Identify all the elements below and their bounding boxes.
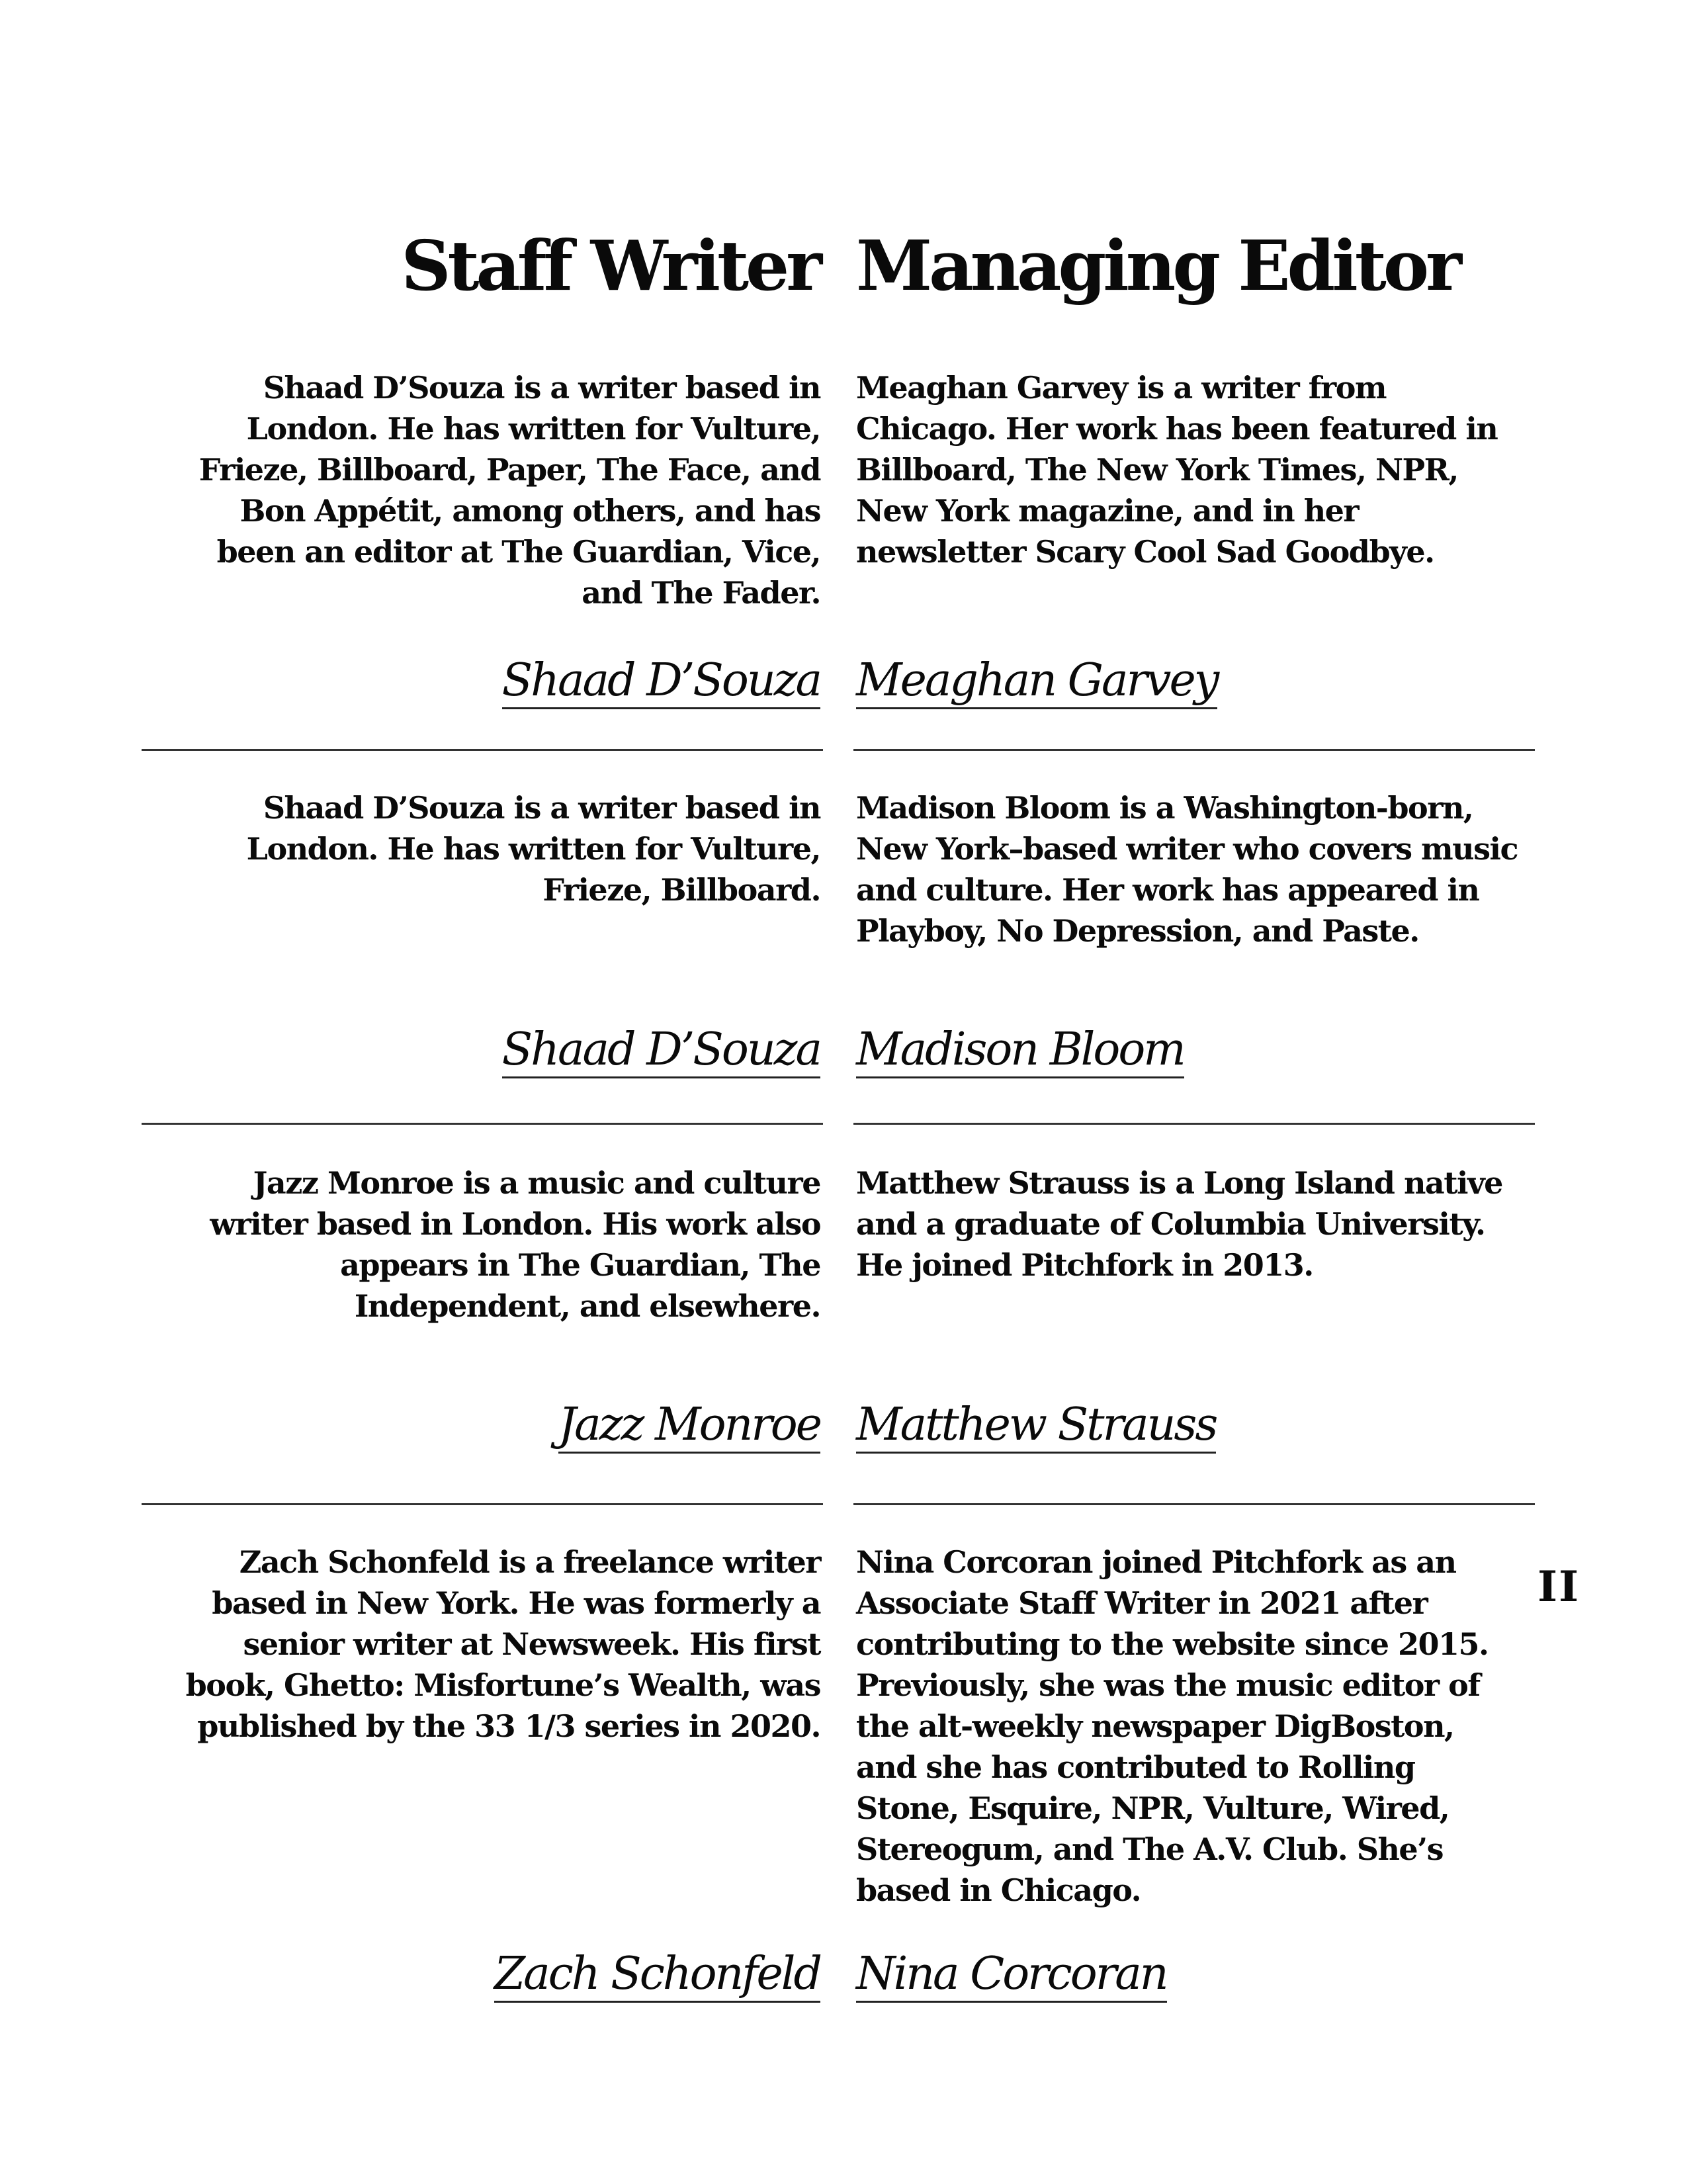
page-number: II	[1537, 1562, 1580, 1612]
signature-left-2: Shaad D’Souza	[502, 1027, 820, 1078]
bio-right-2: Madison Bloom is a Washington-born, New York–based writer who covers music and culture. Her work has appeared in Playboy, No Depression, and Paste.	[856, 790, 1518, 949]
managing-editor-heading: Managing Editor	[856, 225, 1459, 306]
bio-left-1: Shaad D’Souza is a writer based in London. He has written for Vulture, Frieze, Billboard, Paper, The Face, and Bon Appétit, among others, and has been an editor at The Guardian, Vice, and The Fader.	[198, 370, 820, 611]
bio-left-4: Zach Schonfeld is a freelance writer based in New York. He was formerly a senior writer at Newsweek. His first book, Ghetto: Misfortune’s Wealth, was published by the 33 1/3 series in 2020.	[185, 1544, 820, 1744]
signature-left-3: Jazz Monroe	[558, 1403, 820, 1454]
signature-left-1: Shaad D’Souza	[502, 658, 820, 709]
divider-left-1	[142, 749, 823, 751]
bio-left-3: Jazz Monroe is a music and culture writer based in London. His work also appears in The Guardian, The Independent, and elsewhere.	[210, 1165, 820, 1324]
signature-right-4: Nina Corcoran	[856, 1952, 1167, 2003]
bio-right-1: Meaghan Garvey is a writer from Chicago. Her work has been featured in Billboard, The New York Times, NPR, New York magazine, and in her newsletter Scary Cool Sad Goodbye.	[856, 370, 1498, 570]
divider-left-3	[142, 1503, 823, 1505]
staff-writer-heading: Staff Writer	[401, 225, 819, 306]
signature-right-2: Madison Bloom	[856, 1027, 1184, 1078]
bio-right-4: Nina Corcoran joined Pitchfork as an Associate Staff Writer in 2021 after contributing to the website since 2015. Previously, she was the music editor of the alt-weekly newspaper DigBoston, and she has contributed to Rolling Stone, Esquire, NPR, Vulture, Wired, Stereogum, and The A.V. Club. She’s based in Chicago.	[856, 1544, 1489, 1908]
bio-right-3: Matthew Strauss is a Long Island native and a graduate of Columbia University. He joined Pitchfork in 2013.	[856, 1165, 1502, 1283]
divider-left-2	[142, 1123, 823, 1125]
bio-left-2: Shaad D’Souza is a writer based in London. He has written for Vulture, Frieze, Billboard.	[246, 790, 820, 908]
signature-right-3: Matthew Strauss	[856, 1403, 1216, 1454]
signature-left-4: Zach Schonfeld	[494, 1952, 820, 2003]
signature-right-1: Meaghan Garvey	[856, 658, 1217, 709]
divider-right-2	[853, 1123, 1535, 1125]
divider-right-3	[853, 1503, 1535, 1505]
divider-right-1	[853, 749, 1535, 751]
